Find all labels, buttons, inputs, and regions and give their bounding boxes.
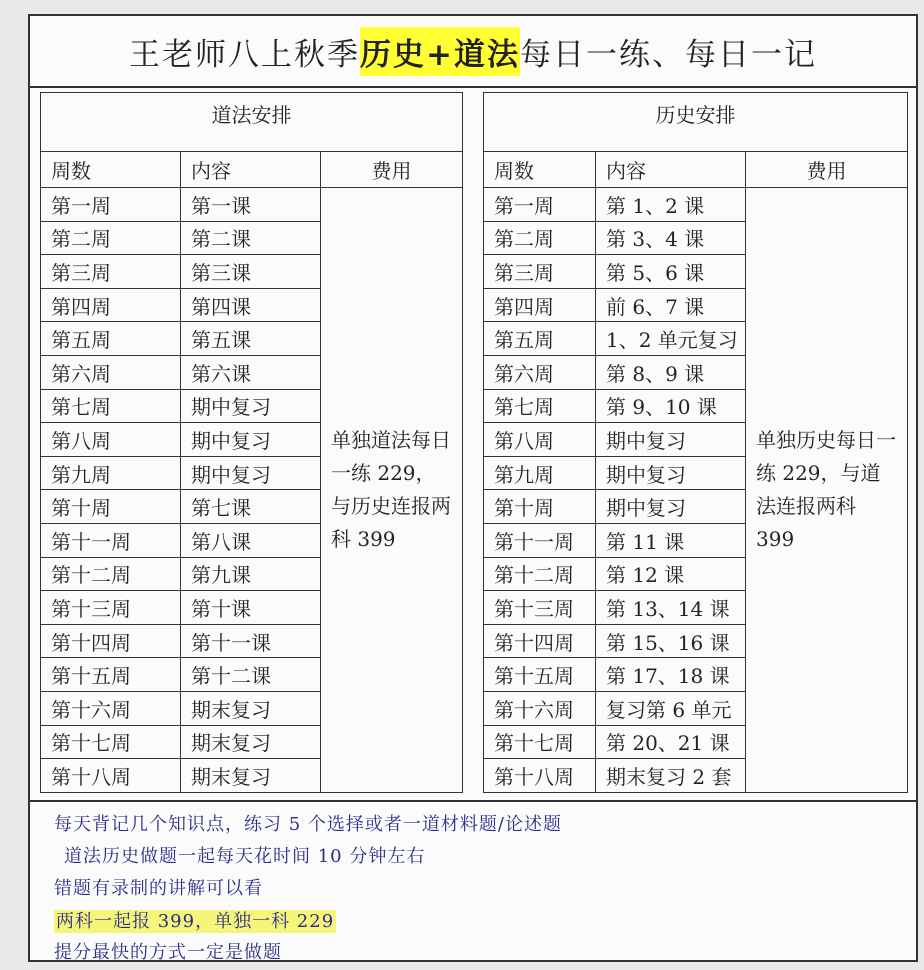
- daofa-content: 第十二课: [181, 658, 321, 692]
- history-content: 第 1、2 课: [596, 188, 746, 222]
- history-week: 第十周: [484, 490, 596, 524]
- history-content: 第 15、16 课: [596, 624, 746, 658]
- history-week: 第七周: [484, 389, 596, 423]
- daofa-content: 第一课: [181, 188, 321, 222]
- history-col-fee: 费用: [746, 152, 908, 188]
- daofa-col-content: 内容: [181, 152, 321, 188]
- daofa-week: 第十一周: [41, 523, 181, 557]
- daofa-content: 第十课: [181, 591, 321, 625]
- daofa-week: 第十五周: [41, 658, 181, 692]
- history-content: 第 11 课: [596, 523, 746, 557]
- history-content: 第 12 课: [596, 557, 746, 591]
- note-text: 每天背记几个知识点，练习 5 个选择或者一道材料题/论述题: [54, 814, 562, 835]
- history-week: 第十一周: [484, 523, 596, 557]
- daofa-content: 第十一课: [181, 624, 321, 658]
- daofa-week: 第十六周: [41, 691, 181, 725]
- history-content: 期中复习: [596, 423, 746, 457]
- title-before: 王老师八上秋季: [129, 36, 360, 73]
- title-after: 每日一练、每日一记: [519, 36, 817, 73]
- history-content: 期末复习 2 套: [596, 759, 746, 793]
- daofa-week: 第五周: [41, 322, 181, 356]
- daofa-week: 第二周: [41, 221, 181, 255]
- history-row: [484, 188, 908, 222]
- note-text: 提分最快的方式一定是做题: [54, 942, 282, 963]
- history-week: 第四周: [484, 288, 596, 322]
- daofa-col-fee: 费用: [321, 152, 463, 188]
- daofa-content: 第三课: [181, 255, 321, 289]
- daofa-heading: 道法安排: [41, 93, 463, 152]
- daofa-content: 期中复习: [181, 456, 321, 490]
- history-week: 第三周: [484, 255, 596, 289]
- daofa-week: 第六周: [41, 355, 181, 389]
- history-content: 第 17、18 课: [596, 658, 746, 692]
- daofa-content: 第四课: [181, 288, 321, 322]
- daofa-content: 第九课: [181, 557, 321, 591]
- daofa-week: 第十三周: [41, 591, 181, 625]
- history-content: 第 13、14 课: [596, 591, 746, 625]
- notes-section: [30, 800, 916, 962]
- history-week: 第二周: [484, 221, 596, 255]
- daofa-week: 第三周: [41, 255, 181, 289]
- daofa-fee-text: 单独道法每日一练 229，与历史连报两科 399: [321, 188, 463, 793]
- history-content: 第 9、10 课: [596, 389, 746, 423]
- daofa-col-week: 周数: [41, 152, 181, 188]
- history-week: 第五周: [484, 322, 596, 356]
- history-week: 第十七周: [484, 725, 596, 759]
- history-content: 期中复习: [596, 456, 746, 490]
- daofa-row: [41, 188, 463, 222]
- note-line: [54, 938, 282, 964]
- history-week: 第十四周: [484, 624, 596, 658]
- history-content: 复习第 6 单元: [596, 691, 746, 725]
- daofa-content: 期末复习: [181, 691, 321, 725]
- history-week: 第十二周: [484, 557, 596, 591]
- history-content: 期中复习: [596, 490, 746, 524]
- note-text: 错题有录制的讲解可以看: [54, 878, 263, 899]
- daofa-week: 第十周: [41, 490, 181, 524]
- history-week: 第十六周: [484, 691, 596, 725]
- history-content: 第 5、6 课: [596, 255, 746, 289]
- history-content: 前 6、7 课: [596, 288, 746, 322]
- history-content: 第 20、21 课: [596, 725, 746, 759]
- history-week: 第十三周: [484, 591, 596, 625]
- note-line: [64, 842, 425, 868]
- daofa-week: 第四周: [41, 288, 181, 322]
- daofa-week: 第十八周: [41, 759, 181, 793]
- daofa-content: 期中复习: [181, 423, 321, 457]
- daofa-content: 第八课: [181, 523, 321, 557]
- note-text: 道法历史做题一起每天花时间 10 分钟左右: [64, 846, 426, 867]
- daofa-content: 期末复习: [181, 759, 321, 793]
- note-line: [54, 874, 263, 900]
- schedule-sheet: [28, 14, 918, 962]
- history-heading: 历史安排: [484, 93, 908, 152]
- daofa-week: 第十七周: [41, 725, 181, 759]
- history-content: 第 8、9 课: [596, 355, 746, 389]
- history-content: 第 3、4 课: [596, 221, 746, 255]
- history-week: 第八周: [484, 423, 596, 457]
- note-text: 两科一起报 399，单独一科 229: [56, 911, 335, 932]
- history-week: 第六周: [484, 355, 596, 389]
- daofa-week: 第十二周: [41, 557, 181, 591]
- daofa-content: 第六课: [181, 355, 321, 389]
- daofa-content: 期中复习: [181, 389, 321, 423]
- daofa-week: 第十四周: [41, 624, 181, 658]
- history-fee-text: 单独历史每日一练 229，与道法连报两科 399: [746, 188, 908, 793]
- daofa-week: 第八周: [41, 423, 181, 457]
- daofa-content: 期末复习: [181, 725, 321, 759]
- note-line: [54, 907, 336, 933]
- daofa-content: 第七课: [181, 490, 321, 524]
- daofa-content: 第五课: [181, 322, 321, 356]
- daofa-schedule-table: [40, 92, 463, 793]
- note-line: [54, 810, 562, 836]
- daofa-content: 第二课: [181, 221, 321, 255]
- history-week: 第九周: [484, 456, 596, 490]
- history-content: 1、2 单元复习: [596, 322, 746, 356]
- daofa-week: 第九周: [41, 456, 181, 490]
- history-week: 第十五周: [484, 658, 596, 692]
- history-week: 第一周: [484, 188, 596, 222]
- page-title: [30, 16, 916, 88]
- daofa-week: 第七周: [41, 389, 181, 423]
- history-week: 第十八周: [484, 759, 596, 793]
- daofa-week: 第一周: [41, 188, 181, 222]
- history-col-content: 内容: [596, 152, 746, 188]
- title-highlight: 历史+道法: [360, 27, 520, 76]
- history-schedule-table: [483, 92, 908, 793]
- history-col-week: 周数: [484, 152, 596, 188]
